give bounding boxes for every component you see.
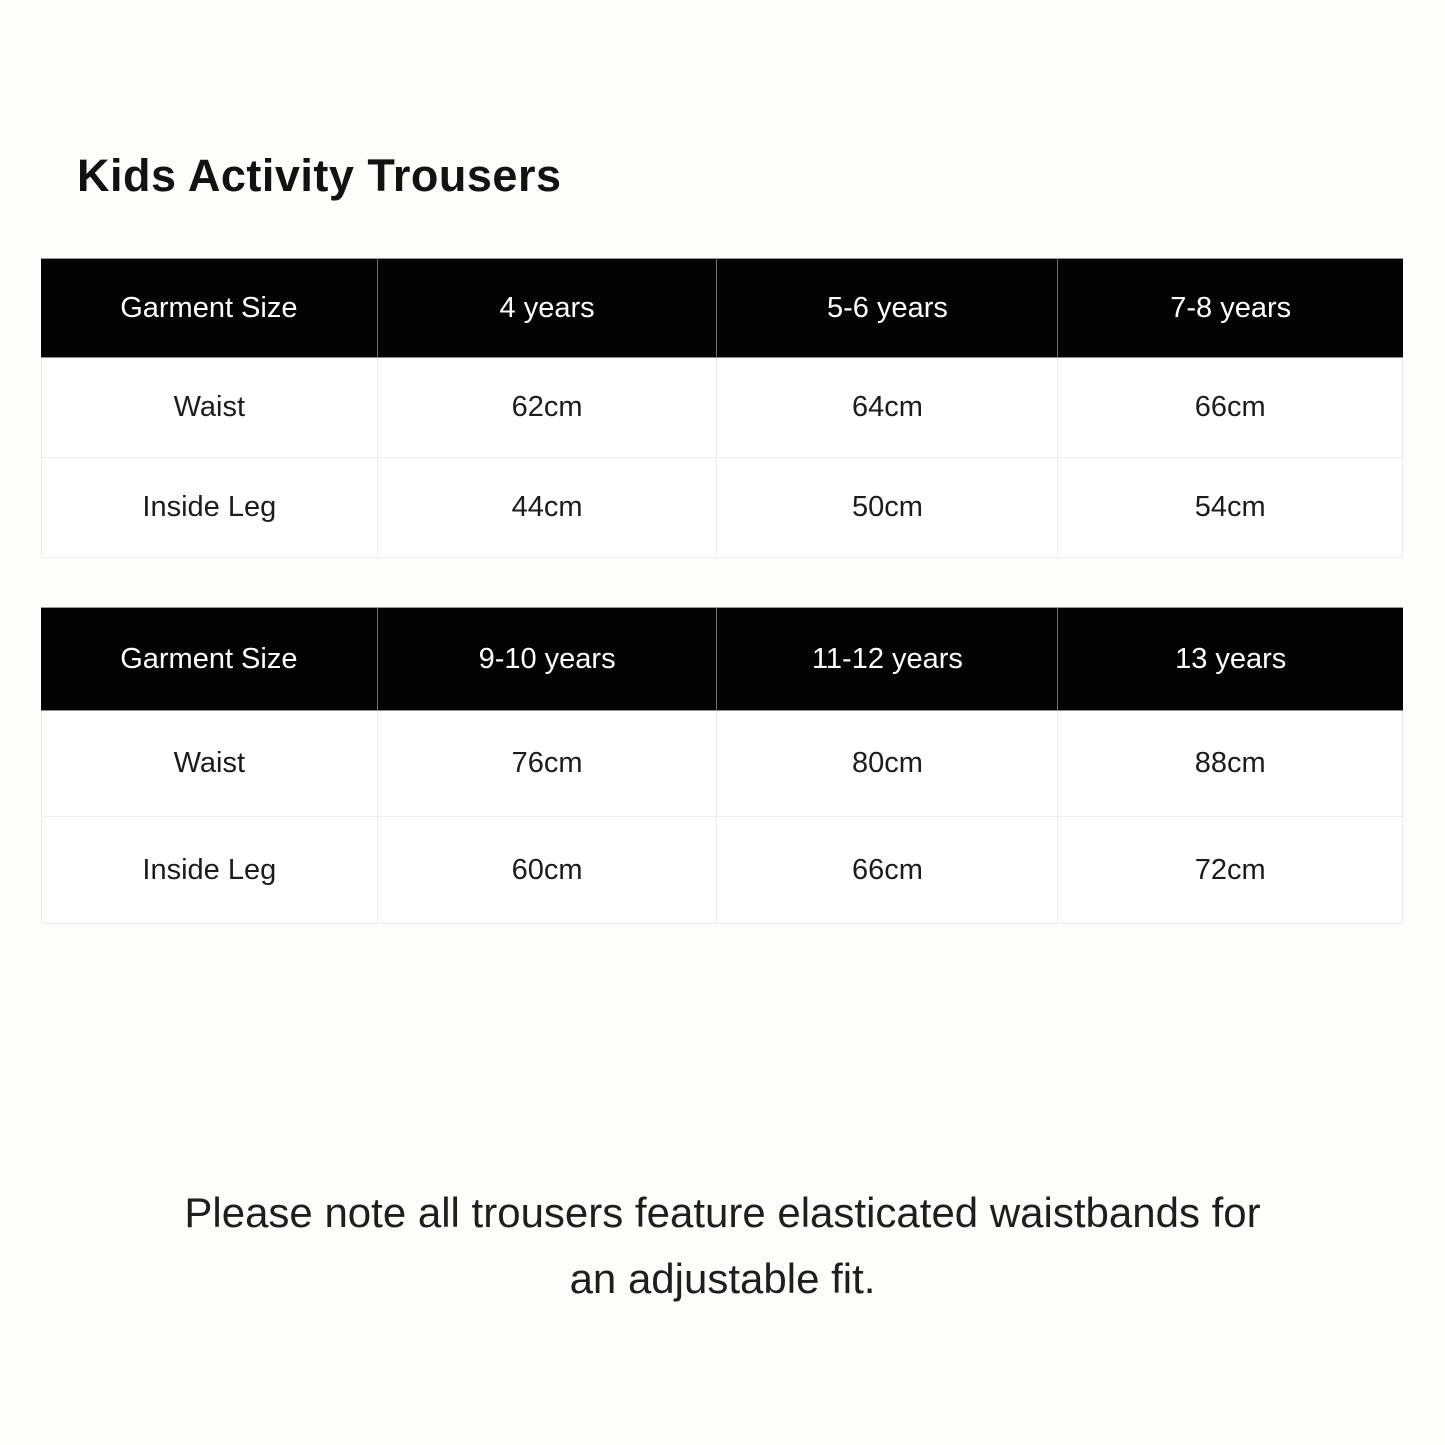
value-cell: 54cm <box>1058 458 1403 558</box>
header-cell-garment-size: Garment Size <box>41 258 378 358</box>
header-cell-garment-size: Garment Size <box>41 607 378 711</box>
page-title: Kids Activity Trousers <box>77 150 562 201</box>
value-cell: 60cm <box>378 817 718 924</box>
header-cell-age: 7-8 years <box>1058 258 1403 358</box>
elastic-waistband-note <box>73 1180 1373 1312</box>
metric-label-cell: Inside Leg <box>41 817 378 924</box>
value-cell: 62cm <box>378 358 718 458</box>
note-line-2: an adjustable fit. <box>569 1255 876 1302</box>
metric-label-cell: Waist <box>41 711 378 817</box>
value-cell: 50cm <box>717 458 1058 558</box>
value-cell: 66cm <box>717 817 1058 924</box>
size-table-young <box>41 258 1403 558</box>
value-cell: 72cm <box>1058 817 1403 924</box>
header-cell-age: 11-12 years <box>717 607 1058 711</box>
value-cell: 88cm <box>1058 711 1403 817</box>
metric-label-cell: Inside Leg <box>41 458 378 558</box>
value-cell: 80cm <box>717 711 1058 817</box>
header-cell-age: 9-10 years <box>378 607 718 711</box>
value-cell: 64cm <box>717 358 1058 458</box>
header-cell-age: 4 years <box>378 258 718 358</box>
size-table-older <box>41 607 1403 924</box>
value-cell: 76cm <box>378 711 718 817</box>
value-cell: 66cm <box>1058 358 1403 458</box>
metric-label-cell: Waist <box>41 358 378 458</box>
value-cell: 44cm <box>378 458 718 558</box>
header-cell-age: 5-6 years <box>717 258 1058 358</box>
note-line-1: Please note all trousers feature elasticated waistbands for <box>184 1189 1261 1236</box>
header-cell-age: 13 years <box>1058 607 1403 711</box>
